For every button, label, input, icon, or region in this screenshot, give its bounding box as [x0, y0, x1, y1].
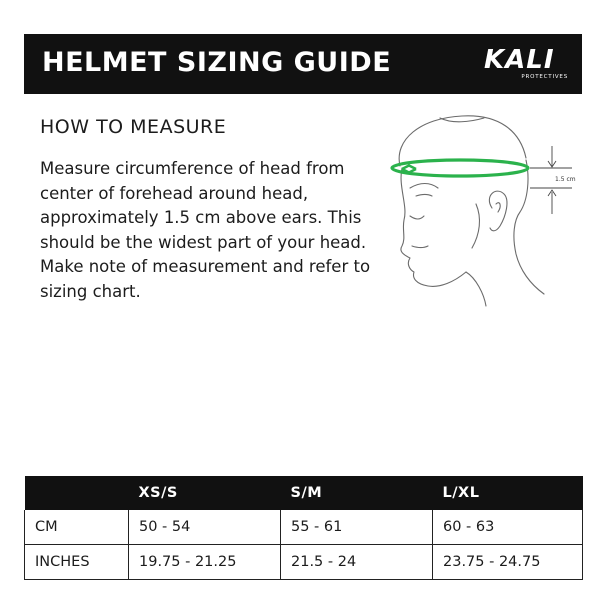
header-l-xl: L/XL [433, 476, 583, 510]
cell-cm-l-xl: 60 - 63 [433, 510, 583, 545]
measurement-band [392, 160, 528, 176]
cell-cm-s-m: 55 - 61 [281, 510, 433, 545]
page-title: HELMET SIZING GUIDE [42, 47, 392, 78]
instructions-text: Measure circumference of head from center of forehead around head, approximately 1.5 cm above ears. This should be the widest part of your head. Make note of measurement and refer to sizing chart. [40, 159, 371, 301]
kali-logo [484, 46, 568, 82]
header-s-m: S/M [281, 476, 433, 510]
head-measurement-illustration [380, 108, 580, 308]
head-outline [399, 116, 544, 306]
logo-subtitle: PROTECTIVES [521, 74, 568, 80]
cell-in-l-xl: 23.75 - 24.75 [433, 545, 583, 580]
header-xs-s: XS/S [129, 476, 281, 510]
header-blank [25, 476, 129, 510]
offset-label: 1.5 cm [555, 176, 576, 183]
logo-wordmark: KALI [484, 45, 555, 75]
band-arrow-left [408, 165, 416, 173]
size-chart-header [25, 476, 583, 510]
table-row [25, 510, 583, 545]
table-row [25, 545, 583, 580]
row-label-inches: INCHES [25, 545, 129, 580]
size-chart [24, 476, 583, 580]
title-banner [24, 34, 582, 94]
row-label-cm: CM [25, 510, 129, 545]
cell-cm-xs-s: 50 - 54 [129, 510, 281, 545]
cell-in-s-m: 21.5 - 24 [281, 545, 433, 580]
cell-in-xs-s: 19.75 - 21.25 [129, 545, 281, 580]
section-heading: HOW TO MEASURE [40, 116, 227, 138]
